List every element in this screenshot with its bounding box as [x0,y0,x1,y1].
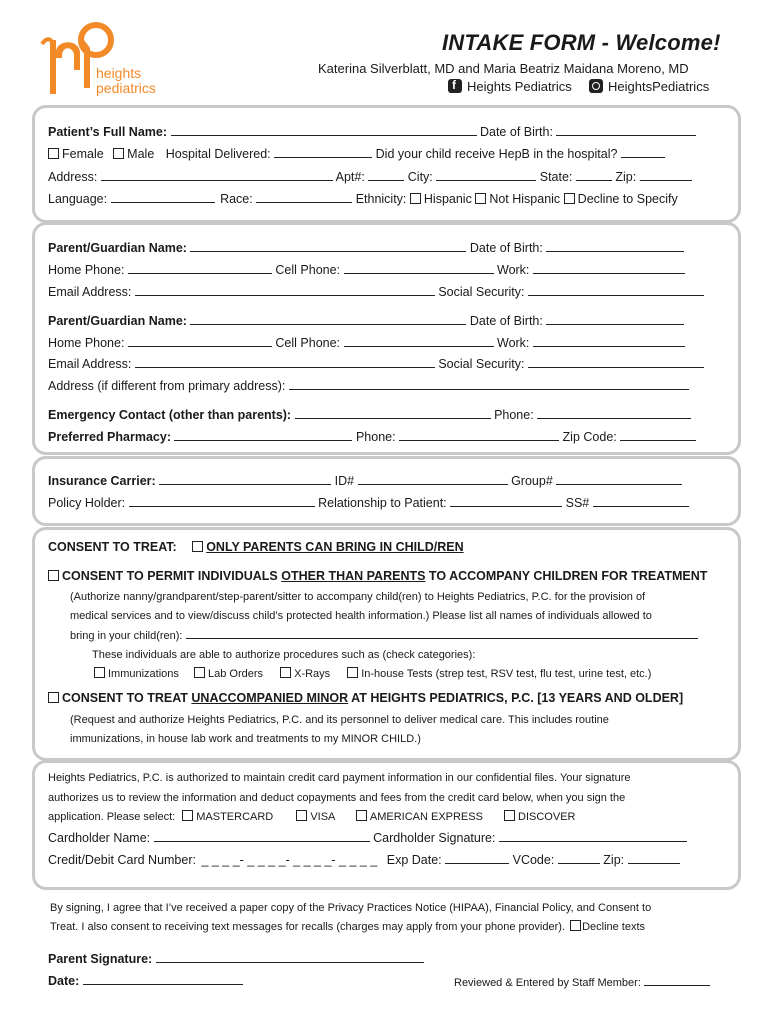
city-label: City: [407,170,433,184]
patient-name-field[interactable] [171,124,477,136]
decline-texts-label: Decline texts [582,921,646,933]
only-parents-checkbox[interactable] [192,541,203,552]
instagram-handle: HeightsPediatrics [608,79,710,94]
permit-desc-2: medical services and to view/discuss child’s protected health information.) Please list all names of individuals allowed to [70,610,652,622]
visa-checkbox[interactable] [296,810,307,821]
cardholder-field[interactable] [154,830,370,842]
apt-label: Apt#: [335,170,365,184]
exp-field[interactable] [445,852,509,864]
male-checkbox[interactable] [113,148,124,159]
patient-name-row [48,124,696,140]
logo [40,18,170,98]
agreement-text-2: Treat. I also consent to receiving text messages for recalls (charges may apply from your phone provider). [50,921,565,933]
pharmacy-zip-label: Zip Code: [562,430,617,444]
guardian2-ssn-label: Social Security: [438,357,525,371]
amex-label: AMERICAN EXPRESS [369,811,483,823]
state-field[interactable] [576,169,612,181]
race-field[interactable] [256,191,352,203]
inhouse-label: In-house Tests (strep test, RSV test, flu test, urine test, etc.) [361,668,652,680]
permit-names-row [70,627,698,644]
doctors-line: Katerina Silverblatt, MD and Maria Beatriz Maidana Moreno, MD [318,61,689,76]
guardian1-home-phone-field[interactable] [128,262,272,274]
procedures-options [94,666,651,682]
amex-checkbox[interactable] [356,810,367,821]
guardian2-email-label: Email Address: [48,357,132,371]
patient-name-label: Patient’s Full Name: [48,125,168,139]
lab-orders-label: Lab Orders [207,668,264,680]
hispanic-checkbox[interactable] [410,193,421,204]
date-field[interactable] [83,973,243,985]
pharmacy-phone-label: Phone: [355,430,396,444]
card-number-field[interactable]: _ _ _ _- _ _ _ _- _ _ _ _- _ _ _ _ [201,853,378,867]
agreement-row-2 [50,919,645,935]
zip-label: Zip: [615,170,637,184]
logo-line-2: pediatrics [96,80,156,96]
card-zip-label: Zip: [603,853,625,867]
decline-texts-checkbox[interactable] [570,920,581,931]
guardian2-name-field[interactable] [190,313,466,325]
zip-field[interactable] [640,169,692,181]
insurance-section [32,456,741,526]
permit-row [48,568,707,584]
vcode-field[interactable] [558,852,600,864]
id-field[interactable] [358,473,508,485]
permit-label-post: TO ACCOMPANY CHILDREN FOR TREATMENT [425,569,708,583]
language-label: Language: [48,192,108,206]
guardian1-email-field[interactable] [135,284,435,296]
procedures-text: These individuals are able to authorize procedures such as (check categories): [92,649,476,661]
agreement-text-1: By signing, I agree that I’ve received a paper copy of the Privacy Practices Notice (HIPAA), Financial Policy, and Consent to [50,902,652,914]
pharmacy-phone-field[interactable] [399,429,559,441]
guardian1-ssn-field[interactable] [528,284,704,296]
permit-label-pre: CONSENT TO PERMIT INDIVIDUALS [62,569,282,583]
patient-dob-field[interactable] [556,124,696,136]
minor-label-underline: UNACCOMPANIED MINOR [191,691,349,705]
patient-language-row [48,191,678,207]
date-row [48,973,243,989]
state-label: State: [539,170,573,184]
male-label: Male [127,147,155,161]
hepb-field[interactable] [621,146,665,158]
immunizations-checkbox[interactable] [94,667,105,678]
guardian1-cell-phone-field[interactable] [344,262,494,274]
parent-signature-label: Parent Signature: [48,952,153,966]
emergency-name-field[interactable] [295,407,491,419]
facebook-icon [448,79,462,93]
permit-label-underline: OTHER THAN PARENTS [281,569,426,583]
not-hispanic-label: Not Hispanic [489,192,561,206]
holder-ssn-field[interactable] [593,495,689,507]
guardian1-dob-label: Date of Birth: [469,241,543,255]
immunizations-label: Immunizations [108,668,179,680]
guardian1-email-label: Email Address: [48,285,132,299]
xrays-label: X-Rays [294,668,331,680]
card-type-row [48,809,575,825]
insurance-holder-row [48,495,689,511]
group-field[interactable] [556,473,682,485]
patient-sex-row [48,146,665,162]
guardian1-ssn-label: Social Security: [438,285,525,299]
guardian2-work-label: Work: [497,336,530,350]
hospital-field[interactable] [274,146,372,158]
inhouse-checkbox[interactable] [347,667,358,678]
decline-label: Decline to Specify [577,192,678,206]
lab-orders-checkbox[interactable] [194,667,205,678]
vcode-label: VCode: [512,853,555,867]
cardholder-signature-label: Cardholder Signature: [373,831,496,845]
not-hispanic-checkbox[interactable] [475,193,486,204]
staff-field[interactable] [644,974,710,986]
patient-dob-label: Date of Birth: [479,125,553,139]
card-number-label: Credit/Debit Card Number: [48,853,196,867]
emergency-row [48,407,691,423]
guardian1-email-row [48,284,704,300]
guardian2-cell-phone-label: Cell Phone: [275,336,341,350]
discover-checkbox[interactable] [504,810,515,821]
pharmacy-row [48,429,696,445]
permit-names-field[interactable] [186,627,698,639]
minor-checkbox[interactable] [48,692,59,703]
card-select-label: application. Please select: [48,811,176,823]
guardian2-name-label: Parent/Guardian Name: [48,314,187,328]
insurance-carrier-row [48,473,682,489]
xrays-checkbox[interactable] [280,667,291,678]
guardian2-phone-row [48,335,685,351]
card-zip-field[interactable] [628,852,680,864]
cardholder-row [48,830,687,846]
pharmacy-field[interactable] [174,429,352,441]
date-label: Date: [48,974,80,988]
ethnicity-label: Ethnicity: [355,192,407,206]
guardian2-name-row [48,313,684,329]
guardian2-cell-phone-field[interactable] [344,335,494,347]
female-label: Female [62,147,104,161]
parent-signature-field[interactable] [156,951,424,963]
guardian1-name-label: Parent/Guardian Name: [48,241,187,255]
minor-row [48,690,683,706]
alt-address-field[interactable] [289,378,689,390]
guardian2-home-phone-label: Home Phone: [48,336,125,350]
instagram-icon [589,79,603,93]
emergency-phone-label: Phone: [494,408,534,422]
holder-label: Policy Holder: [48,496,126,510]
permit-desc-1: (Authorize nanny/grandparent/step-parent/sitter to accompany child(ren) to Heights Pediatrics, P.C. for the provision of [70,591,646,603]
minor-desc-2: immunizations, in house lab work and treatments to my MINOR CHILD.) [70,733,421,745]
card-number-row [48,852,680,868]
group-label: Group# [511,474,553,488]
hepb-label: Did your child receive HepB in the hospital? [375,147,618,161]
mastercard-checkbox[interactable] [182,810,193,821]
hispanic-label: Hispanic [423,192,472,206]
social-line [448,79,709,94]
guardian1-name-row [48,240,684,256]
cardholder-label: Cardholder Name: [48,831,151,845]
guardian2-work-field[interactable] [533,335,685,347]
mastercard-label: MASTERCARD [196,811,274,823]
holder-ssn-label: SS# [565,496,590,510]
staff-label: Reviewed & Entered by Staff Member: [454,977,641,989]
guardian1-name-field[interactable] [190,240,466,252]
minor-desc-1: (Request and authorize Heights Pediatrics, P.C. and its personnel to deliver medical care. This includes routine [70,714,609,726]
logo-line-1: heights [96,65,142,81]
exp-label: Exp Date: [386,853,442,867]
only-parents-label: ONLY PARENTS CAN BRING IN CHILD/REN [206,540,464,554]
minor-label-post: AT HEIGHTS PEDIATRICS, P.C. [13 YEARS AND OLDER] [348,691,684,705]
guardian2-home-phone-field[interactable] [128,335,272,347]
guardian2-dob-field[interactable] [546,313,684,325]
address-field[interactable] [101,169,333,181]
guardian2-dob-label: Date of Birth: [469,314,543,328]
pharmacy-label: Preferred Pharmacy: [48,430,171,444]
consent-treat-row [48,539,464,555]
carrier-field[interactable] [159,473,331,485]
alt-address-label: Address (if different from primary address): [48,379,286,393]
apt-field[interactable] [368,169,404,181]
guardian2-email-row [48,356,704,372]
pharmacy-zip-field[interactable] [620,429,696,441]
payment-text-1: Heights Pediatrics, P.C. is authorized to maintain credit card payment information in our confidential files. Your signature [48,772,631,784]
page-title: INTAKE FORM - Welcome! [442,30,721,55]
hospital-label: Hospital Delivered: [165,147,271,161]
race-label: Race: [220,192,253,206]
guardian1-cell-phone-label: Cell Phone: [275,263,341,277]
consent-treat-label: CONSENT TO TREAT: [48,540,177,554]
address-label: Address: [48,170,98,184]
carrier-label: Insurance Carrier: [48,474,156,488]
decline-checkbox[interactable] [564,193,575,204]
emergency-label: Emergency Contact (other than parents): [48,408,292,422]
permit-desc-3: bring in your child(ren): [70,630,183,642]
patient-address-row [48,169,692,185]
permit-checkbox[interactable] [48,570,59,581]
visa-label: VISA [310,811,335,823]
staff-row [454,974,710,991]
female-checkbox[interactable] [48,148,59,159]
guardian1-dob-field[interactable] [546,240,684,252]
city-field[interactable] [436,169,536,181]
emergency-phone-field[interactable] [537,407,691,419]
guardian1-work-label: Work: [497,263,530,277]
discover-label: DISCOVER [518,811,576,823]
relationship-label: Relationship to Patient: [318,496,447,510]
guardian1-phone-row [48,262,685,278]
parent-signature-row [48,951,424,967]
guardian1-home-phone-label: Home Phone: [48,263,125,277]
id-label: ID# [334,474,355,488]
alt-address-row [48,378,689,394]
guardian2-email-field[interactable] [135,356,435,368]
holder-field[interactable] [129,495,315,507]
relationship-field[interactable] [450,495,562,507]
language-field[interactable] [111,191,215,203]
cardholder-signature-field[interactable] [499,830,687,842]
payment-text-2: authorizes us to review the information and deduct copayments and fees from the credit card below, when you sign the [48,792,626,804]
guardian1-work-field[interactable] [533,262,685,274]
minor-label-pre: CONSENT TO TREAT [62,691,192,705]
guardian2-ssn-field[interactable] [528,356,704,368]
facebook-handle: Heights Pediatrics [467,79,572,94]
